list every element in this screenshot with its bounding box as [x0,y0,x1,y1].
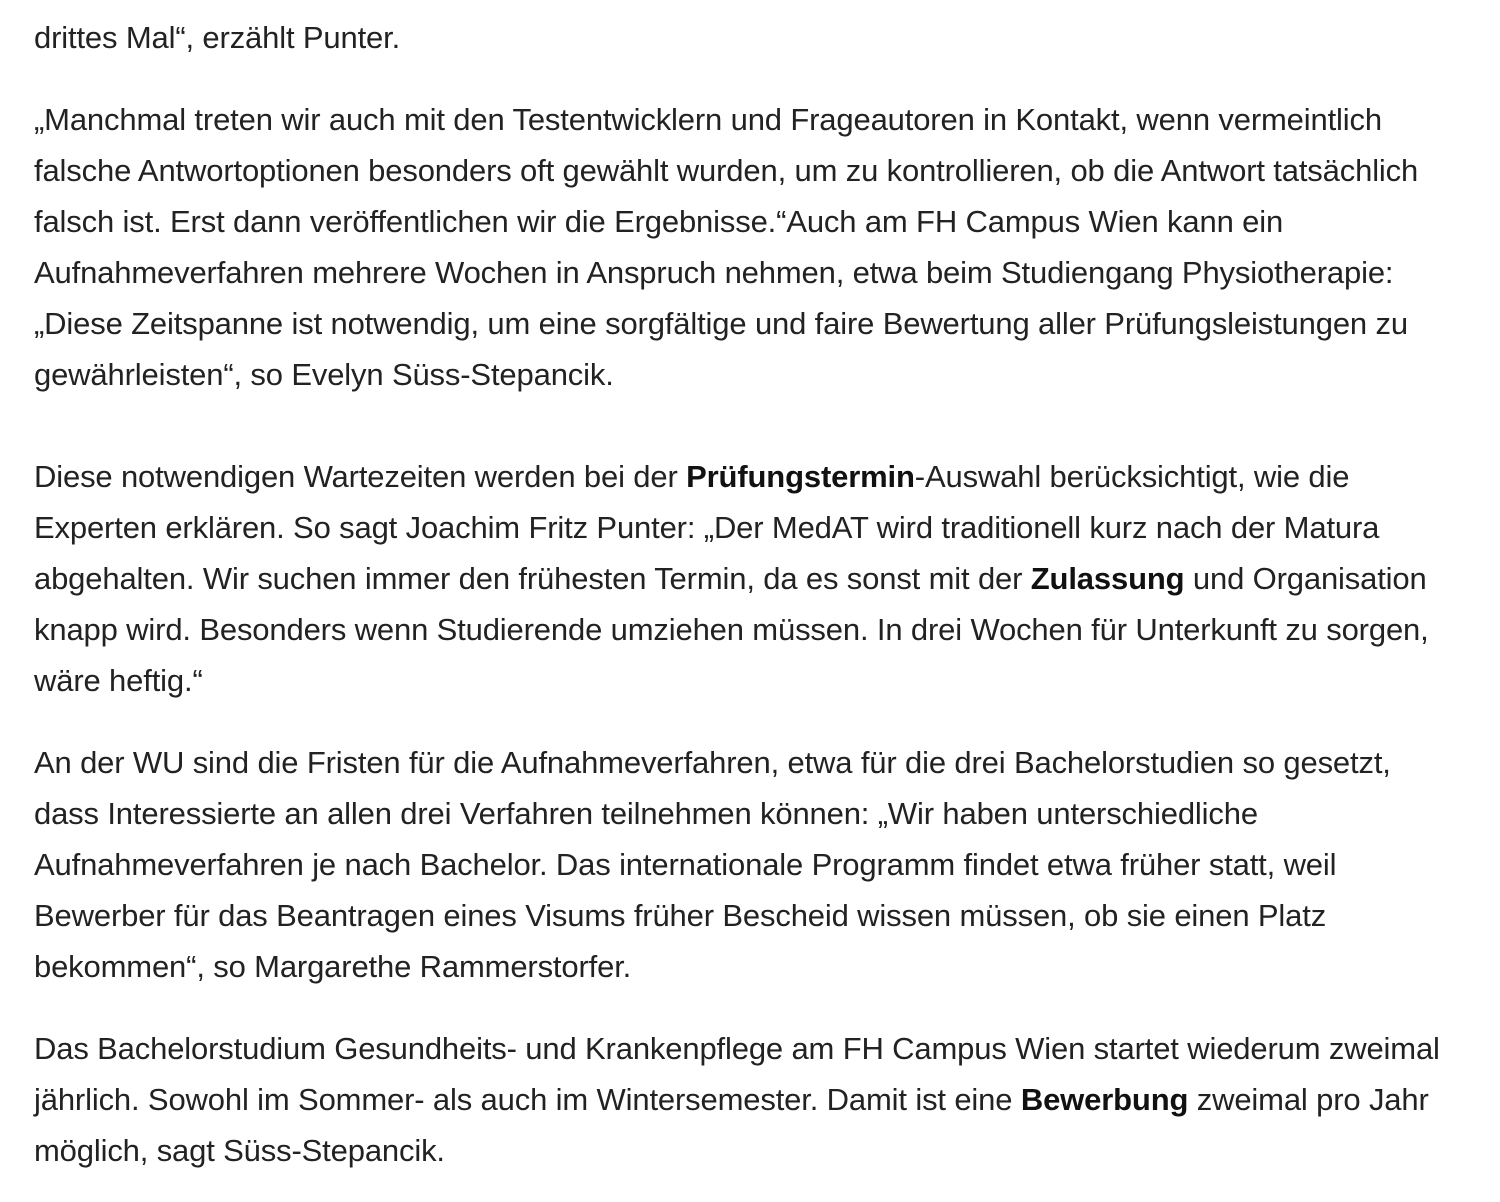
paragraph-text: Diese notwendigen Wartezeiten werden bei der [34,459,687,494]
paragraph-text: und Organisation knapp wird. Besonders wenn Studierende umziehen müssen. In drei Wochen für Unterkunft zu sorgen, wäre heftig.“ [34,561,1429,698]
keyword-pruefungstermin: Prüfungstermin [686,459,915,494]
paragraph-text: drittes Mal“, erzählt Punter. [34,20,401,55]
paragraph-text: An der WU sind die Fristen für die Aufnahmeverfahren, etwa für die drei Bachelorstudien so gesetzt, dass Interessierte an allen drei Verfahren teilnehmen können: „Wir haben unterschiedliche Aufnahmeverfahren je nach Bachelor. Das internationale Programm findet etwa früher statt, weil Bewerber für das Beantragen eines Visums früher Bescheid wissen müssen, ob sie einen Platz bekommen“, so Margarethe Rammerstorfer. [34,745,1391,984]
paragraph-test-developers [34,94,1454,400]
paragraph-intro-end [34,12,1454,63]
paragraph-nursing-bachelor [34,1023,1454,1176]
article-body [34,12,1454,1176]
keyword-bewerbung: Bewerbung [1020,1082,1189,1117]
paragraph-text: zweimal pro Jahr möglich, sagt Süss-Stepancik. [34,1082,1429,1168]
keyword-zulassung: Zulassung [1030,561,1185,596]
paragraph-wu-deadlines [34,737,1454,992]
paragraph-text: Das Bachelorstudium Gesundheits- und Krankenpflege am FH Campus Wien startet wiederum zweimal jährlich. Sowohl im Sommer- als auch im Wintersemester. Damit ist eine [34,1031,1440,1117]
paragraph-text: „Manchmal treten wir auch mit den Testentwicklern und Frageautoren in Kontakt, wenn vermeintlich falsche Antwortoptionen besonders oft gewählt wurden, um zu kontrollieren, ob die Antwort tatsächlich falsch ist. Erst dann veröffentlichen wir die Ergebnisse.“Auch am FH Campus Wien kann ein Aufnahmeverfahren mehrere Wochen in Anspruch nehmen, etwa beim Studiengang Physiotherapie: „Diese Zeitspanne ist notwendig, um eine sorgfältige und faire Bewertung aller Prüfungsleistungen zu gewährleisten“, so Evelyn Süss-Stepancik. [34,102,1419,392]
paragraph-text: -Auswahl berücksichtigt, wie die Experten erklären. So sagt Joachim Fritz Punter: „Der MedAT wird traditionell kurz nach der Matura abgehalten. Wir suchen immer den frühesten Termin, da es sonst mit der [34,459,1380,596]
paragraph-waiting-times [34,451,1454,706]
